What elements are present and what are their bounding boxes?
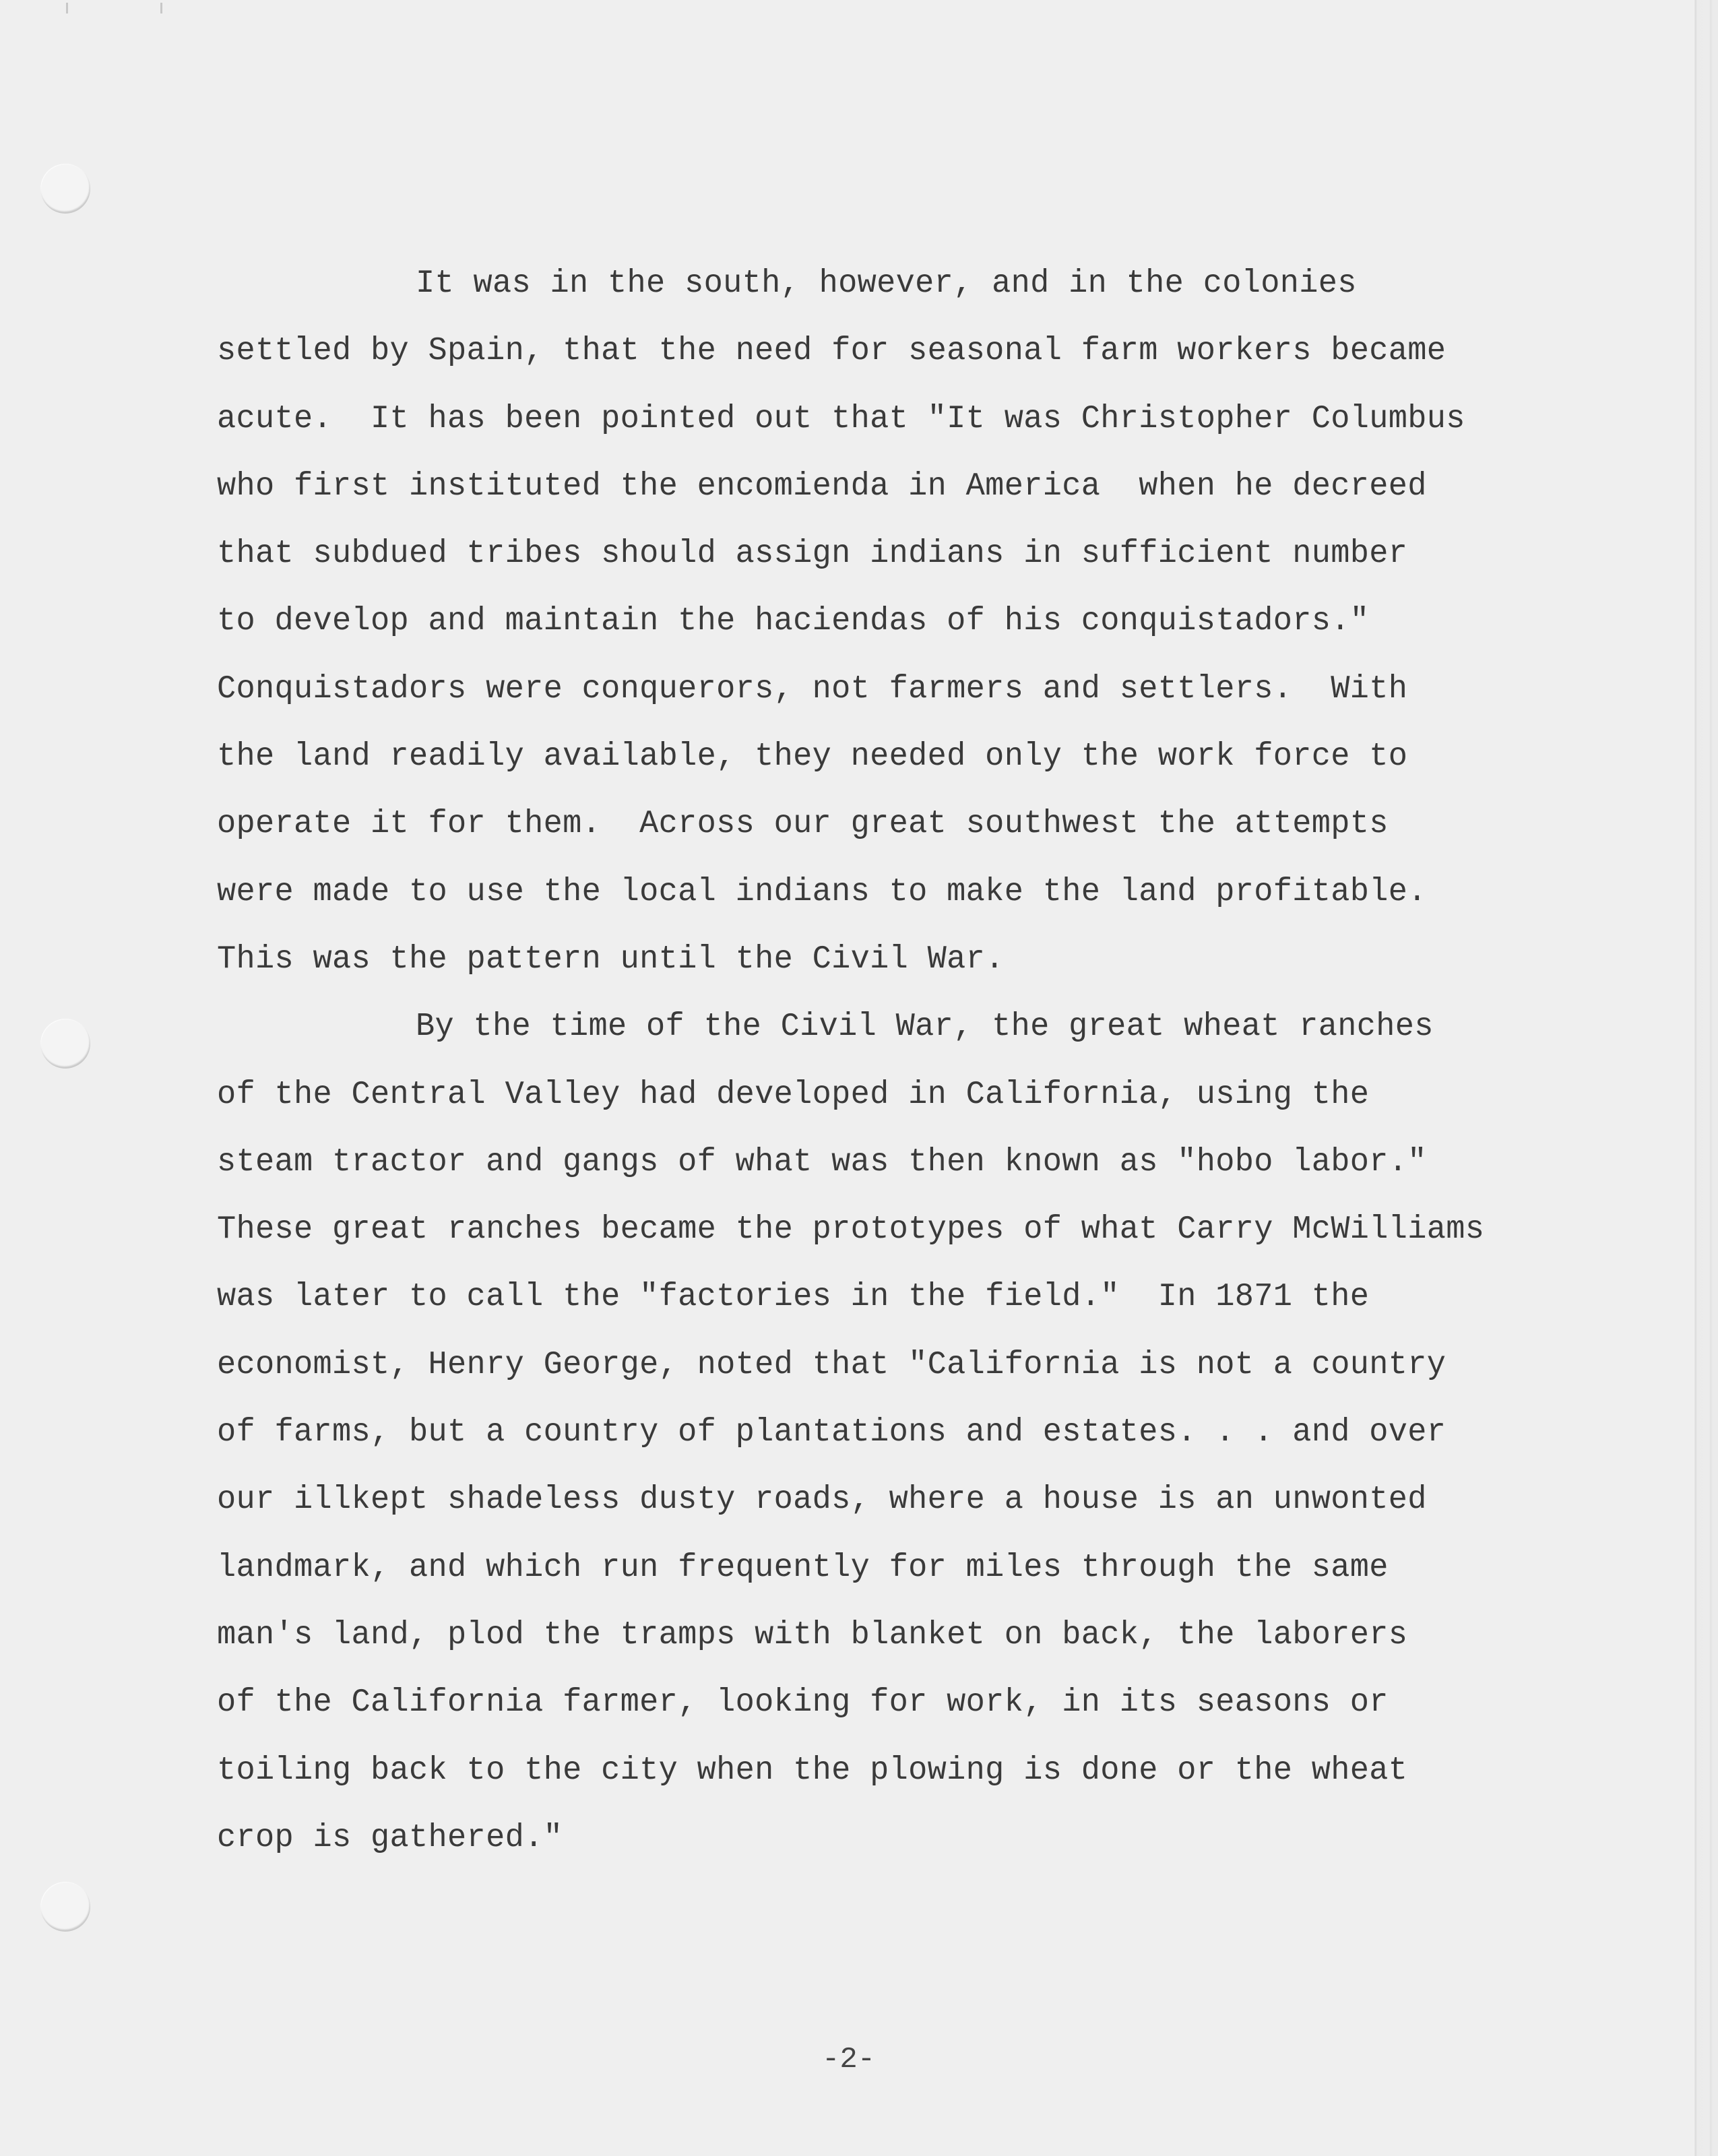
text-line: was later to call the "factories in the field." In 1871 the: [217, 1279, 1370, 1316]
binder-hole-middle: [40, 1019, 90, 1069]
text-line: acute. It has been pointed out that "It was Christopher Columbus: [217, 401, 1465, 438]
text-line: economist, Henry George, noted that "California is not a country: [217, 1347, 1446, 1384]
text-line: Conquistadors were conquerors, not farmers and settlers. With: [217, 671, 1408, 708]
binder-hole-top: [40, 164, 90, 214]
text-line: were made to use the local indians to make the land profitable.: [217, 874, 1427, 911]
text-line: This was the pattern until the Civil War.: [217, 941, 1005, 978]
paragraph: [217, 994, 1551, 1872]
scan-mark: [66, 3, 68, 13]
text-line: of the California farmer, looking for work, in its seasons or: [217, 1684, 1389, 1721]
text-line: man's land, plod the tramps with blanket on back, the laborers: [217, 1617, 1408, 1654]
paragraph: [217, 251, 1551, 994]
text-line: It was in the south, however, and in the colonies: [416, 265, 1357, 303]
scan-artifact-marks: [64, 3, 172, 18]
text-line: By the time of the Civil War, the great wheat ranches: [416, 1009, 1434, 1046]
text-line: our illkept shadeless dusty roads, where a house is an unwonted: [217, 1482, 1427, 1519]
text-line: of the Central Valley had developed in California, using the: [217, 1077, 1370, 1114]
text-line: that subdued tribes should assign indians in sufficient number: [217, 536, 1408, 573]
body-text: [217, 251, 1551, 1872]
text-line: of farms, but a country of plantations and estates. . . and over: [217, 1414, 1446, 1451]
text-line: to develop and maintain the haciendas of his conquistadors.": [217, 603, 1370, 641]
page-edge-shadow: [1694, 0, 1718, 2156]
text-line: the land readily available, they needed only the work force to: [217, 738, 1408, 775]
text-line: who first instituted the encomienda in America when he decreed: [217, 468, 1427, 505]
text-line: These great ranches became the prototypes of what Carry McWilliams: [217, 1211, 1485, 1248]
text-line: toiling back to the city when the plowing is done or the wheat: [217, 1752, 1408, 1789]
text-line: operate it for them. Across our great southwest the attempts: [217, 806, 1389, 843]
text-line: steam tractor and gangs of what was then known as "hobo labor.": [217, 1144, 1427, 1181]
text-line: landmark, and which run frequently for miles through the same: [217, 1550, 1389, 1587]
page-number: -2-: [822, 2043, 876, 2076]
text-line: crop is gathered.": [217, 1820, 563, 1857]
scan-mark: [160, 3, 162, 13]
text-line: settled by Spain, that the need for seasonal farm workers became: [217, 333, 1446, 370]
binder-hole-bottom: [40, 1882, 90, 1932]
